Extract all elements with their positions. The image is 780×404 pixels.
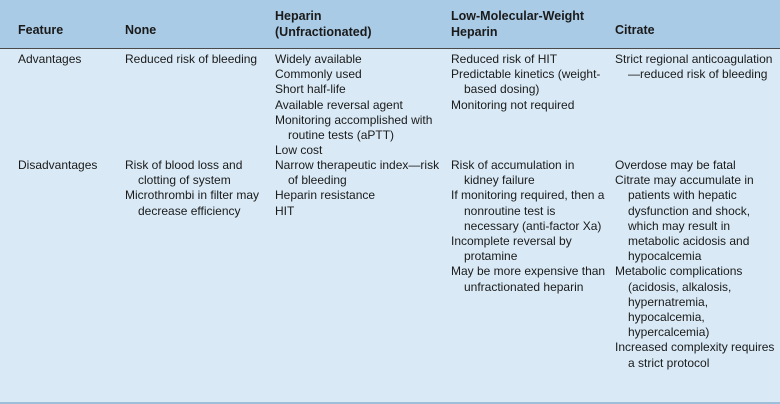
cell-entry: Incomplete reversal by protamine xyxy=(451,234,572,264)
cell-entry: Overdose may be fatal xyxy=(615,158,736,172)
advantages-none-cell xyxy=(125,52,265,67)
cell-entry: Monitoring not required xyxy=(451,97,575,112)
disadvantages-none-cell xyxy=(125,158,265,219)
cell-entry: Short half-life xyxy=(275,82,346,97)
row-label-disadvantages: Disadvantages xyxy=(18,158,98,172)
cell-entry: Microthrombi in filter may decrease efficiency xyxy=(125,188,260,218)
cell-entry: Monitoring accomplished with routine tests (aPTT) xyxy=(275,112,433,143)
advantages-citrate-cell xyxy=(615,52,775,82)
advantages-heparin-cell xyxy=(275,52,445,158)
row-label-advantages: Advantages xyxy=(18,52,82,66)
table-header xyxy=(0,0,780,48)
cell-entry: Commonly used xyxy=(275,67,362,82)
cell-entry: Available reversal agent xyxy=(275,97,403,112)
cell-entry: Strict regional anticoagulation—reduced risk of bleeding xyxy=(615,52,773,82)
cell-entry: Metabolic complications (acidosis, alkalosis, hypernatremia, hypocalcemia, hypercalcemia) xyxy=(615,264,743,340)
disadvantages-lmwh-cell xyxy=(451,158,611,295)
cell-entry: Citrate may accumulate in patients with hepatic dysfunction and shock, which may result in metabolic acidosis and hypocalcemia xyxy=(615,173,754,264)
advantages-lmwh-cell xyxy=(451,52,611,113)
cell-entry: HIT xyxy=(275,203,295,218)
cell-entry: Heparin resistance xyxy=(275,188,376,203)
disadvantages-heparin-cell xyxy=(275,158,445,219)
cell-entry: Low cost xyxy=(275,143,323,158)
cell-entry: Narrow therapeutic index—risk of bleeding xyxy=(275,158,440,188)
header-heparin: Heparin (Unfractionated) xyxy=(275,9,372,39)
header-none: None xyxy=(125,23,157,37)
cell-entry: Risk of accumulation in kidney failure xyxy=(451,158,575,188)
cell-entry: Predictable kinetics (weight-based dosing) xyxy=(451,67,601,97)
disadvantages-citrate-cell xyxy=(615,158,775,371)
header-citrate: Citrate xyxy=(615,23,655,37)
cell-entry: Widely available xyxy=(275,52,362,66)
cell-entry: If monitoring required, then a nonroutine test is necessary (anti-factor Xa) xyxy=(451,188,605,233)
header-divider xyxy=(0,48,780,49)
header-lmwh: Low-Molecular-Weight Heparin xyxy=(451,9,585,39)
header-feature: Feature xyxy=(18,23,64,37)
cell-entry: Risk of blood loss and clotting of system xyxy=(125,158,243,188)
cell-entry: Reduced risk of bleeding xyxy=(125,52,258,66)
cell-entry: May be more expensive than unfractionated heparin xyxy=(451,264,606,294)
cell-entry: Reduced risk of HIT xyxy=(451,52,558,66)
cell-entry: Increased complexity requires a strict protocol xyxy=(615,340,775,370)
